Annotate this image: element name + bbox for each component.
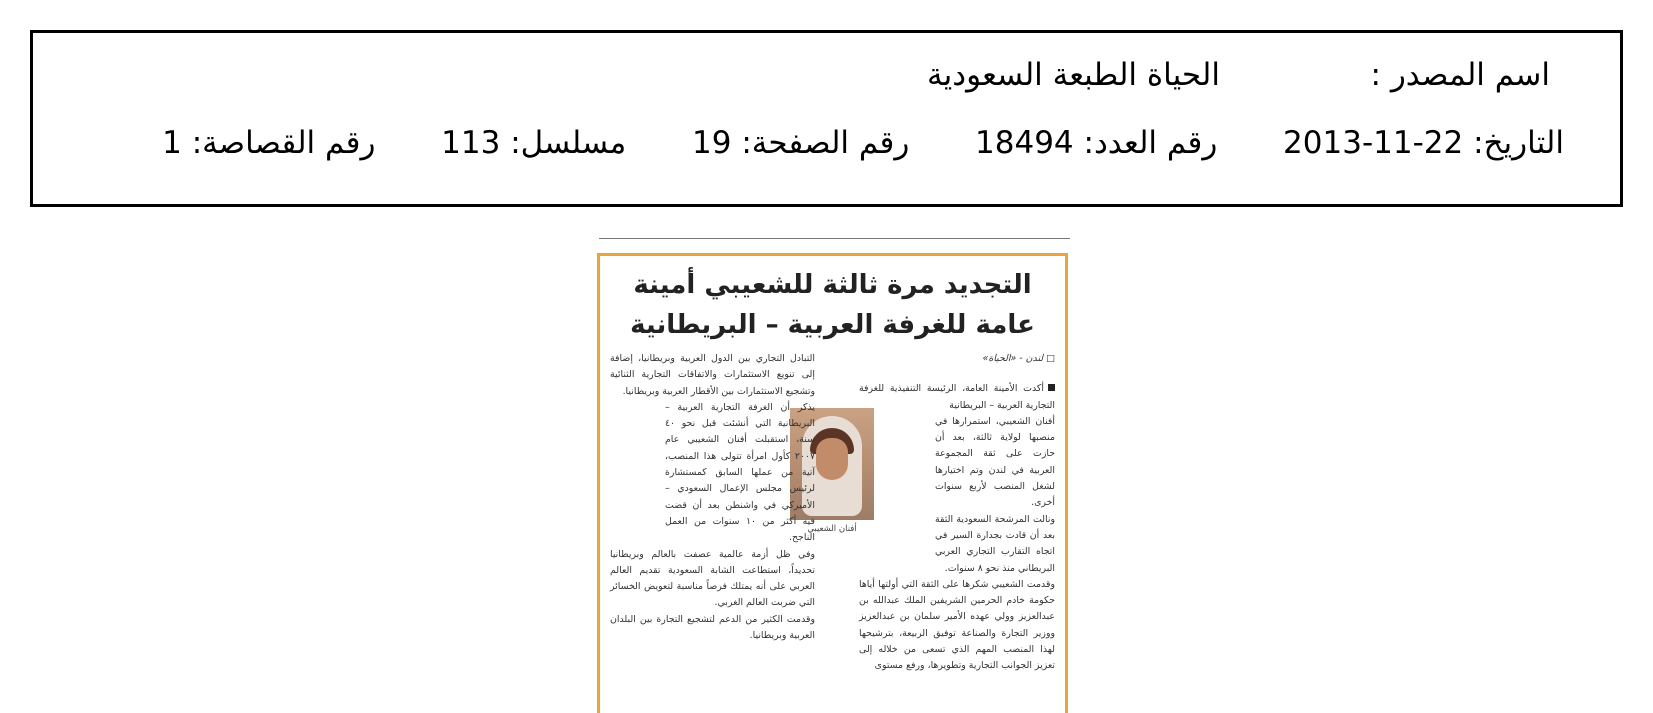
issue-label: رقم العدد: xyxy=(1083,125,1218,161)
article-column-left xyxy=(610,351,815,644)
photo-caption: أفنان الشعيبي xyxy=(807,524,857,534)
newspaper-clipping xyxy=(597,253,1068,713)
paragraph: ونالت المرشحة السعودية الثقة بعد أن قادت بجدارة السير في اتجاه التقارب التجاري العربي البريطاني منذ نحو ٨ سنوات. xyxy=(935,513,1055,574)
source-label: اسم المصدر : xyxy=(1370,57,1550,93)
publication-details xyxy=(162,125,1564,161)
bullet-icon xyxy=(1048,384,1055,391)
paragraph: وقدمت الشعيبي شكرها على الثقة التي أولتها أياها حكومة خادم الحرمين الشريفين الملك عبدالله بن عبدالعزيز وولي عهده الأمير سلمان بن عبدالعزيز ووزير التجارة والصناعة توفيق الربيعة، بترشيحها لهذا المنصب المهم الذي تسعى من خلاله إلى تعزيز الجوانب التجارية وتطويرها، ورفع مستوى xyxy=(859,578,1055,672)
date-label: التاريخ: xyxy=(1473,125,1564,161)
paragraph: أفنان الشعيبي، استمرارها في منصبها لولاية ثالثة، بعد أن حازت على ثقة المجموعة العربية في لندن وتم اختيارها لشغل المنصب لأربع سنوات أخرى. xyxy=(935,415,1055,509)
issue-value: 18494 xyxy=(975,125,1074,161)
dateline: □ لندن - «الحياة» xyxy=(982,353,1055,364)
clip-value: 1 xyxy=(162,125,182,161)
serial-label: مسلسل: xyxy=(510,125,627,161)
serial-value: 113 xyxy=(441,125,501,161)
paragraph: أكدت الأمينة العامة، الرئيسة التنفيذية للغرفة التجارية العربية – البريطانية xyxy=(859,383,1055,411)
page-label: رقم الصفحة: xyxy=(741,125,910,161)
clipping-top-rule xyxy=(599,238,1070,239)
paragraph: التبادل التجاري بين الدول العربية وبريطانيا، إضافة إلى تنويع الاستثمارات والاتفاقات التجارية الثنائية وتشجيع الاستثمارات بين الأقطار العربية وبريطانيا. xyxy=(610,353,815,397)
article-column-right xyxy=(859,351,1055,675)
headline-line-2: عامة للغرفة العربية – البريطانية xyxy=(630,310,1035,340)
clip-label: رقم القصاصة: xyxy=(191,125,376,161)
paragraph: وفي ظل أزمة عالمية عصفت بالعالم وبريطانيا تحديداً، استطاعت الشابة السعودية تقديم العالم العربي على أنه يمتلك فرصاً مناسبة لتعويض الخسائر التي ضربت العالم الغربي. xyxy=(610,548,815,609)
paragraph: وقدمت الكثير من الدعم لتشجيع التجارة بين البلدان العربية وبريطانيا. xyxy=(610,613,815,642)
source-metadata-box xyxy=(30,30,1623,207)
headline-line-1: التجديد مرة ثالثة للشعيبي أمينة xyxy=(633,270,1032,300)
source-value: الحياة الطبعة السعودية xyxy=(927,57,1220,93)
date-value: 2013-11-22 xyxy=(1283,125,1464,161)
page-value: 19 xyxy=(692,125,732,161)
paragraph: يذكر أن الغرفة التجارية العربية – البريطانية التي أنشئت قبل نحو ٤٠ سنة، استقبلت أفنان الشعيبي عام ٢٠٠٧ كأول امرأة تتولى هذا المنصب، آتية من عملها السابق كمستشارة لرئيس مجلس الإعمال السعودي – الأميركي في واشنطن بعد أن قضت فيه أكثر من ١٠ سنوات من العمل الناجح. xyxy=(665,401,815,544)
